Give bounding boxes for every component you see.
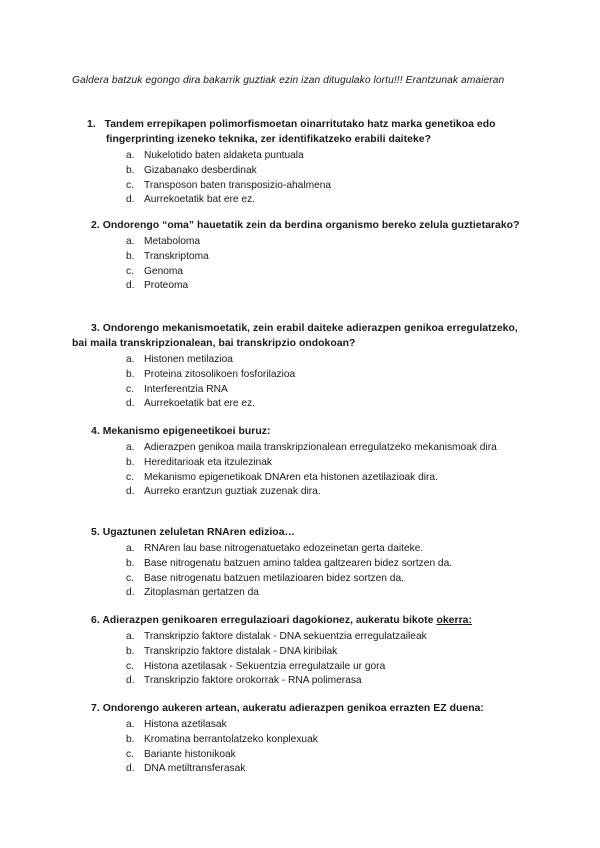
options-list: [72, 235, 532, 294]
option-text: Metaboloma: [144, 236, 201, 247]
question-text-body: Ondorengo “oma” hauetatik zein da berdina organismo bereko zelula guztietarako?: [102, 220, 520, 231]
option-letter: c.: [126, 383, 134, 395]
question-5: [72, 525, 532, 601]
question-3: [72, 321, 532, 412]
question-text-line: Tandem errepikapen polimorfismoetan oinarritutako hatz marka genetikoa edo: [104, 119, 496, 130]
emphasis-underlined: okerra:: [436, 615, 473, 626]
option-text: Base nitrogenatu batzuen amino taldea galtzearen bidez sortzen da.: [144, 557, 453, 569]
option-letter: a.: [126, 631, 135, 642]
question-text: [72, 701, 532, 716]
option-c[interactable]: [72, 471, 532, 486]
option-c[interactable]: [72, 572, 532, 587]
option-b[interactable]: [72, 456, 532, 471]
question-number: 6.: [91, 615, 100, 626]
option-letter: d.: [126, 280, 135, 292]
option-b[interactable]: [72, 557, 532, 572]
option-letter: a.: [126, 150, 135, 161]
option-letter: b.: [126, 456, 135, 468]
option-letter: a.: [126, 719, 135, 730]
options-list: [72, 718, 532, 777]
option-a[interactable]: [72, 542, 532, 557]
question-number: 3.: [91, 323, 100, 334]
option-d[interactable]: [72, 397, 532, 412]
question-text: [72, 117, 532, 147]
option-a[interactable]: [72, 353, 532, 368]
option-d[interactable]: [72, 485, 532, 500]
option-text: Proteoma: [144, 280, 189, 292]
option-letter: b.: [126, 557, 135, 569]
option-text: Transkripzio faktore distalak - DNA sekuentzia erregulatzaileak: [144, 631, 427, 642]
option-text: Bariante histonikoak: [144, 748, 236, 760]
option-a[interactable]: [72, 149, 532, 164]
option-c[interactable]: [72, 383, 532, 398]
option-text: Hereditarioak eta itzulezinak: [144, 456, 272, 468]
option-text: Interferentzia RNA: [144, 383, 228, 395]
option-letter: c.: [126, 748, 134, 760]
option-text: Histonen metilazioa: [144, 354, 233, 365]
option-text: Kromatina berrantolatzeko konplexuak: [144, 733, 318, 745]
question-6: [72, 613, 532, 689]
option-d[interactable]: [72, 279, 532, 294]
option-letter: d.: [126, 763, 135, 775]
question-number: 4.: [91, 426, 100, 437]
option-text: Adierazpen genikoa maila transkripzionalean erregulatzeko mekanismoak dira: [144, 442, 497, 453]
option-text: Aurrekoetatik bat ere ez.: [144, 194, 255, 206]
option-a[interactable]: [72, 441, 532, 456]
option-c[interactable]: [72, 660, 532, 675]
question-number: 1.: [87, 119, 96, 130]
option-b[interactable]: [72, 645, 532, 660]
option-letter: c.: [126, 660, 134, 672]
option-letter: d.: [126, 486, 135, 498]
option-d[interactable]: [72, 193, 532, 208]
option-text: DNA metiltransferasak: [144, 763, 246, 775]
option-b[interactable]: [72, 164, 532, 179]
option-text: Transkripzio faktore distalak - DNA kiribilak: [144, 645, 338, 657]
option-letter: c.: [126, 471, 134, 483]
option-b[interactable]: [72, 733, 532, 748]
question-text-body: Adierazpen genikoaren erregulazioari dagokionez, aukeratu bikote: [102, 615, 434, 626]
option-text: Gizabanako desberdinak: [144, 164, 257, 176]
question-text: [72, 424, 532, 439]
option-text: Transkriptoma: [144, 250, 209, 262]
option-letter: b.: [126, 164, 135, 176]
question-number: 5.: [91, 527, 100, 538]
option-text: Aurrekoetatik bat ere ez.: [144, 398, 255, 410]
question-text: [72, 613, 532, 628]
option-text: Mekanismo epigenetikoak DNAren eta histonen azetilazioak dira.: [144, 471, 438, 483]
question-text-body: Ondorengo aukeren artean, aukeratu adierazpen genikoa errazten EZ duena:: [102, 703, 484, 714]
options-list: [72, 149, 532, 208]
question-7: [72, 701, 532, 777]
option-letter: a.: [126, 236, 135, 247]
option-a[interactable]: [72, 235, 532, 250]
option-letter: c.: [126, 179, 134, 191]
option-text: Zitoplasman gertatzen da: [144, 587, 259, 599]
option-letter: d.: [126, 587, 135, 599]
question-1: [72, 117, 532, 208]
question-text-body: Mekanismo epigeneetikoei buruz:: [102, 426, 271, 437]
option-d[interactable]: [72, 674, 532, 689]
options-list: [72, 542, 532, 601]
option-letter: a.: [126, 354, 135, 365]
option-d[interactable]: [72, 762, 532, 777]
option-a[interactable]: [72, 718, 532, 733]
option-text: Genoma: [144, 265, 184, 277]
question-text: [72, 525, 532, 540]
question-text-body: Ugaztunen zeluletan RNAren edizioa…: [102, 527, 295, 538]
option-text: Proteina zitosolikoen fosforilazioa: [144, 368, 296, 380]
option-letter: b.: [126, 645, 135, 657]
options-list: [72, 353, 532, 412]
question-4: [72, 424, 532, 500]
option-letter: b.: [126, 733, 135, 745]
option-text: Nukelotido baten aldaketa puntuala: [144, 150, 304, 161]
option-a[interactable]: [72, 630, 532, 645]
option-b[interactable]: [72, 368, 532, 383]
option-c[interactable]: [72, 179, 532, 194]
option-text: RNAren lau base nitrogenatuetako edozeinetan gerta daiteke.: [144, 543, 424, 554]
option-text: Aurreko erantzun guztiak zuzenak dira.: [144, 486, 321, 498]
question-number: 2.: [91, 220, 100, 231]
option-letter: c.: [126, 265, 134, 277]
option-text: Histona azetilasak: [144, 719, 227, 730]
option-letter: d.: [126, 194, 135, 206]
question-text: [72, 321, 532, 351]
option-b[interactable]: [72, 250, 532, 265]
option-text: Transposon baten transposizio-ahalmena: [144, 179, 332, 191]
option-text: Base nitrogenatu batzuen metilazioaren bidez sortzen da.: [144, 572, 404, 584]
option-letter: d.: [126, 398, 135, 410]
question-text: [72, 218, 532, 233]
question-text-body: Ondorengo mekanismoetatik, zein erabil daiteke adierazpen genikoa erregulatzeko, bai maila transkripzionalean, bai transkripzio ondokoan?: [72, 323, 518, 349]
option-d[interactable]: [72, 586, 532, 601]
option-c[interactable]: [72, 265, 532, 280]
options-list: [72, 441, 532, 500]
option-letter: b.: [126, 250, 135, 262]
option-letter: c.: [126, 572, 134, 584]
option-letter: a.: [126, 442, 135, 453]
intro-note: Galdera batzuk egongo dira bakarrik guztiak ezin izan ditugulako lortu!!! Erantzunak amaieran: [72, 75, 505, 86]
option-text: Transkripzio faktore orokorrak - RNA polimerasa: [144, 675, 362, 687]
question-2: [72, 218, 532, 294]
option-letter: a.: [126, 543, 135, 554]
option-text: Histona azetilasak - Sekuentzia erregulatzaile ur gora: [144, 660, 386, 672]
question-text-line: fingerprinting izeneko teknika, zer identifikatzeko erabili daiteke?: [106, 134, 432, 145]
option-letter: b.: [126, 368, 135, 380]
option-letter: d.: [126, 675, 135, 687]
option-c[interactable]: [72, 748, 532, 763]
question-number: 7.: [91, 703, 100, 714]
options-list: [72, 630, 532, 689]
